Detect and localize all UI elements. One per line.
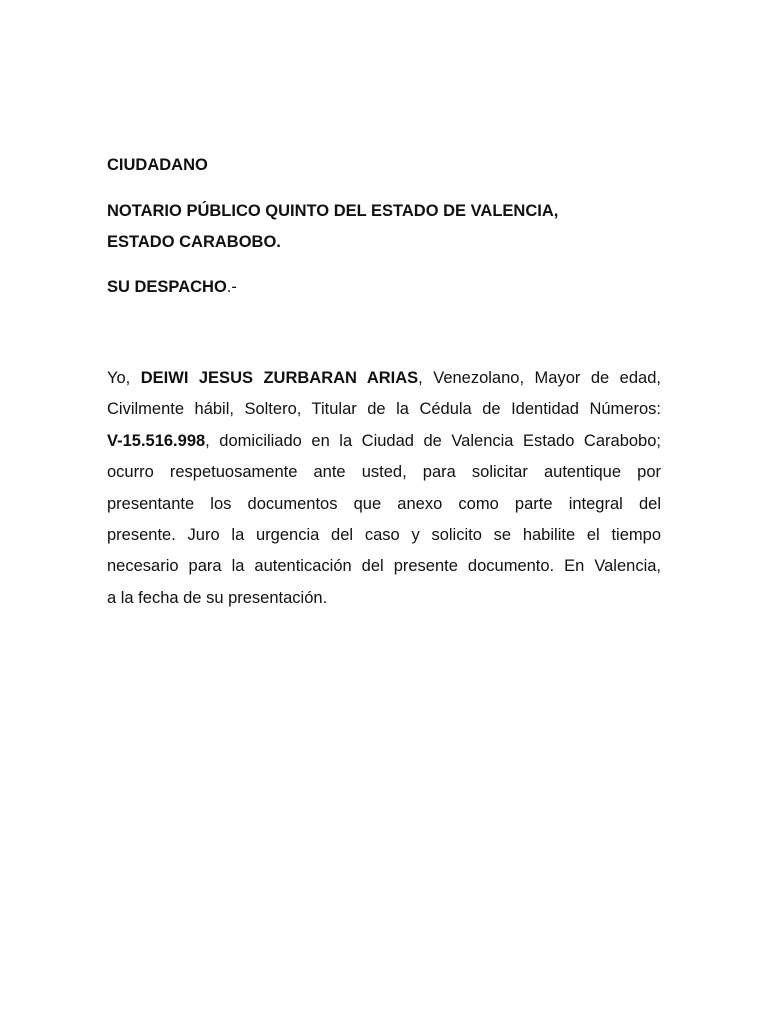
- body-line-3: [107, 426, 661, 457]
- office-line: [107, 277, 237, 297]
- body-line-7: necesario para la autenticación del presente documento. En Valencia,: [107, 557, 661, 576]
- body-line-6: presente. Juro la urgencia del caso y solicito se habilite el tiempo: [107, 525, 661, 544]
- body-line-1: [107, 363, 661, 394]
- office-suffix: .-: [226, 278, 237, 296]
- body-line-2: Civilmente hábil, Soltero, Titular de la Cédula de Identidad Números:: [107, 400, 661, 419]
- body-line-1-end: , Venezolano, Mayor de edad,: [418, 369, 661, 387]
- applicant-name: DEIWI JESUS ZURBARAN ARIAS: [140, 369, 419, 387]
- notary-line: NOTARIO PÚBLICO QUINTO DEL ESTADO DE VALENCIA,: [107, 202, 559, 220]
- body-line-1-start: Yo,: [107, 369, 141, 387]
- addressee-title: CIUDADANO: [107, 156, 208, 174]
- body-line-5: presentante los documentos que anexo como parte integral del: [107, 494, 661, 513]
- body-line-8: a la fecha de su presentación.: [107, 588, 328, 607]
- letter-body: [107, 363, 661, 614]
- body-line-3-end: , domiciliado en la Ciudad de Valencia Estado Carabobo;: [205, 431, 661, 450]
- state-line: ESTADO CARABOBO.: [107, 233, 281, 251]
- body-line-4: ocurro respetuosamente ante usted, para solicitar autentique por: [107, 463, 661, 482]
- identity-number: V-15.516.998: [107, 431, 206, 450]
- office-label: SU DESPACHO: [107, 278, 227, 296]
